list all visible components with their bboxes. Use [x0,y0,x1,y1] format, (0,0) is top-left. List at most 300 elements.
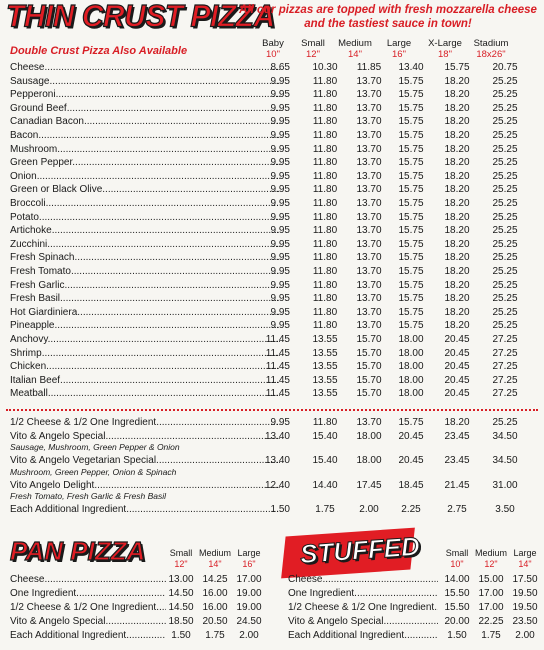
table-row [10,102,538,116]
item-price: 11.80 [312,130,338,141]
item-price: 25.25 [492,130,518,141]
item-name: Fresh Basil ..... [10,292,280,306]
table-row [10,306,538,320]
item-name: Cheese ..... [288,573,438,586]
item-price: 25.25 [492,225,518,237]
column-header-size: 18x26" [476,49,506,60]
item-price: 15.70 [356,347,382,359]
tagline-line-2: and the tastiest sauce in town! [304,18,472,30]
item-price: 13.55 [312,388,338,400]
item-price: 18.20 [444,225,470,237]
item-price: 18.20 [444,211,470,223]
item-price: 25.25 [492,170,518,182]
item-price: 18.20 [444,238,470,250]
item-price: 15.75 [444,62,470,73]
item-price: 14.00 [444,574,470,585]
item-price: 15.40 [312,430,338,442]
item-description: Sausage, Mushroom, Green Pepper & Onion [10,442,180,452]
table-row [10,156,538,170]
item-name: Vito & Angelo Special ..... [288,615,438,628]
item-price: 9.95 [270,266,290,277]
item-price: 18.20 [444,184,470,196]
item-price: 11.80 [312,157,338,169]
column-header [506,548,544,569]
item-price: 25.25 [492,89,518,101]
item-price: 9.95 [270,170,290,182]
table-row [10,319,538,333]
item-price: 8.65 [270,62,290,73]
item-price: 17.00 [478,588,504,599]
item-price: 9.95 [270,157,290,169]
item-price: 13.70 [356,130,382,141]
item-price: 13.70 [356,170,382,182]
table-row [10,129,538,143]
item-price: 11.85 [356,62,382,73]
column-header-name: Small [445,548,469,558]
table-row [10,292,538,306]
item-price: 24.50 [236,616,262,627]
item-name: 1/2 Cheese & 1/2 One Ingredient ..... [288,601,438,614]
table-row [10,265,538,279]
item-price: 17.45 [356,479,382,491]
item-price: 15.70 [356,334,382,345]
item-price: 1.75 [315,504,335,515]
item-price: 11.80 [312,238,338,250]
item-price: 9.95 [270,306,290,318]
item-price: 25.25 [492,116,518,128]
item-name: Vito Angelo Delight ..... [10,479,280,493]
item-description: Fresh Tomato, Fresh Garlic & Fresh Basil [10,491,167,501]
item-price: 2.25 [401,504,421,515]
item-price: 11.80 [312,417,338,428]
item-price: 18.20 [444,198,470,209]
column-header-name: Large [386,38,412,49]
item-price: 23.50 [512,616,538,627]
item-price: 20.45 [444,388,470,400]
item-price: 18.20 [444,130,470,141]
item-price: 18.20 [444,266,470,277]
item-price: 13.00 [168,574,194,585]
item-price: 25.25 [492,293,518,305]
item-price: 11.80 [312,279,338,291]
item-name: Vito & Angelo Special ..... [10,615,166,628]
item-price: 15.75 [398,252,424,264]
item-price: 18.20 [444,143,470,155]
item-price: 18.00 [398,388,424,400]
item-price: 27.25 [492,361,518,373]
item-price: 11.45 [265,361,290,373]
item-price: 13.70 [356,143,382,155]
item-name: Potato ..... [10,211,280,225]
item-price: 15.70 [356,361,382,373]
item-price: 23.45 [444,455,470,466]
column-header-name: Large [513,548,537,558]
table-row [10,61,538,75]
item-price: 13.70 [356,306,382,318]
item-price: 13.70 [356,184,382,196]
section-divider [6,409,538,411]
item-name: Chicken ..... [10,360,280,374]
item-price: 18.20 [444,293,470,305]
item-price: 9.95 [270,225,290,237]
item-price: 11.80 [312,143,338,155]
table-row [10,170,538,184]
item-price: 18.20 [444,89,470,101]
item-price: 18.50 [168,616,194,627]
item-name: Vito & Angelo Vegetarian Special ..... [10,454,280,468]
item-price: 13.55 [312,334,338,345]
item-price: 20.45 [398,430,424,442]
item-price: 25.25 [492,320,518,332]
item-price: 18.20 [444,417,470,428]
item-price: 13.70 [356,89,382,101]
double-crust-note: Double Crust Pizza Also Available [10,45,188,57]
table-row [10,211,538,225]
item-price: 18.20 [444,75,470,87]
item-price: 11.80 [312,266,338,277]
column-header-size: 18" [438,49,452,60]
item-name: Canadian Bacon ..... [10,115,280,129]
table-row [10,115,538,129]
thin-crust-title: THIN CRUST PIZZA [6,0,275,34]
item-description: Mushroom, Green Pepper, Onion & Spinach [10,466,177,477]
item-price: 15.75 [398,279,424,291]
item-name: Each Additional Ingredient ..... [10,503,280,517]
table-row [10,279,538,293]
item-price: 9.95 [270,75,290,87]
item-price: 2.00 [239,630,259,641]
item-name: Shrimp ..... [10,347,280,361]
item-price: 1.75 [481,630,501,641]
column-header-name: Medium [338,38,372,49]
table-row [10,503,538,517]
item-price: 15.75 [398,306,424,318]
item-price: 15.75 [398,75,424,87]
item-price: 1.50 [171,630,191,641]
item-price: 15.75 [398,170,424,182]
table-row [10,360,538,374]
column-header-size: 14" [518,558,532,569]
table-row [10,454,538,468]
item-price: 13.70 [356,417,382,428]
item-price: 18.20 [444,306,470,318]
item-price: 18.00 [356,430,382,442]
item-price: 15.70 [356,388,382,400]
item-name: Green or Black Olive ..... [10,183,280,197]
table-row [10,374,538,388]
item-name: Each Additional Ingredient ..... [288,629,438,642]
item-price: 20.75 [492,62,518,73]
column-header-name: Small [169,548,193,558]
item-price: 13.40 [264,455,290,466]
item-price: 13.55 [312,361,338,373]
item-name: Fresh Garlic ..... [10,279,280,293]
table-row [10,197,538,211]
item-price: 23.45 [444,430,470,442]
item-price: 11.80 [312,306,338,318]
column-header-size: 10" [450,558,464,569]
column-header-name: Medium [198,548,231,558]
item-price: 15.75 [398,184,424,196]
item-price: 31.00 [492,479,518,491]
column-header-size: 12" [484,558,498,569]
item-price: 13.70 [356,198,382,209]
item-price: 18.20 [444,170,470,182]
table-row [10,88,538,102]
item-price: 20.45 [444,361,470,373]
item-price: 25.25 [492,279,518,291]
item-price: 12.40 [264,479,290,491]
item-price: 13.70 [356,225,382,237]
item-price: 15.75 [398,238,424,250]
item-price: 9.95 [270,130,290,141]
item-price: 18.00 [398,334,424,345]
item-price: 19.50 [512,588,538,599]
table-row [10,430,538,444]
table-row [10,387,538,401]
item-name: Zucchini ..... [10,238,280,252]
item-price: 13.70 [356,252,382,264]
item-price: 15.75 [398,89,424,101]
column-header-size: 10" [266,49,280,60]
column-header [463,38,519,60]
table-row [288,601,544,614]
item-price: 34.50 [492,430,518,442]
item-price: 21.45 [444,479,470,491]
item-price: 11.80 [312,170,338,182]
item-price: 22.25 [478,616,504,627]
item-name: Fresh Spinach ..... [10,251,280,265]
item-price: 20.50 [202,616,228,627]
item-price: 18.00 [398,347,424,359]
item-name: Artichoke ..... [10,224,280,238]
column-header-size: 16" [392,49,406,60]
item-price: 11.80 [312,225,338,237]
item-price: 34.50 [492,455,518,466]
item-price: 15.75 [398,225,424,237]
item-price: 27.25 [492,334,518,345]
item-price: 20.45 [444,374,470,386]
table-row [10,587,268,600]
pan-pizza-title: PAN PIZZA [10,536,146,566]
column-header-name: Small [301,38,325,49]
item-price: 16.00 [202,602,228,613]
item-price: 13.70 [356,238,382,250]
item-price: 3.50 [495,504,515,515]
item-name: Italian Beef ..... [10,374,280,388]
item-name: Ground Beef ..... [10,102,280,116]
item-price: 27.25 [492,374,518,386]
column-header-size: 14" [348,49,362,60]
item-price: 25.25 [492,102,518,114]
table-row [10,333,538,347]
item-price: 11.45 [265,334,290,345]
item-price: 11.80 [312,89,338,101]
table-row [288,573,544,586]
item-price: 15.50 [444,588,470,599]
table-row [10,479,538,493]
item-price: 13.70 [356,211,382,223]
item-price: 25.25 [492,306,518,318]
item-name: Each Additional Ingredient ..... [10,629,166,642]
item-price: 25.25 [492,75,518,87]
item-price: 25.25 [492,198,518,209]
item-price: 11.80 [312,184,338,196]
item-name: Mushroom ..... [10,143,280,157]
item-name: Hot Giardiniera ..... [10,306,280,320]
item-price: 15.75 [398,266,424,277]
item-price: 19.50 [512,602,538,613]
item-price: 14.40 [312,479,338,491]
item-name: 1/2 Cheese & 1/2 One Ingredient ..... [10,416,280,430]
item-price: 11.80 [312,116,338,128]
item-name: Bacon ..... [10,129,280,143]
item-price: 18.00 [398,361,424,373]
item-price: 13.70 [356,157,382,169]
item-price: 15.75 [398,102,424,114]
item-price: 9.95 [270,102,290,114]
item-price: 25.25 [492,211,518,223]
item-price: 9.95 [270,238,290,250]
item-price: 19.00 [236,588,262,599]
item-price: 20.00 [444,616,470,627]
column-header-size: 12" [306,49,320,60]
item-price: 17.50 [512,574,538,585]
item-name: One Ingredient ..... [288,587,438,600]
item-price: 27.25 [492,347,518,359]
table-row [10,601,268,614]
item-price: 27.25 [492,388,518,400]
item-price: 13.70 [356,116,382,128]
table-row [10,251,538,265]
item-price: 13.55 [312,347,338,359]
column-header-size: 16" [242,558,256,569]
item-price: 25.25 [492,184,518,196]
item-price: 16.00 [202,588,228,599]
item-price: 9.95 [270,417,290,428]
item-price: 15.75 [398,417,424,428]
table-row [10,143,538,157]
item-price: 20.45 [444,334,470,345]
item-price: 18.20 [444,157,470,169]
column-header-size: 12" [174,558,188,569]
table-row [10,183,538,197]
item-price: 15.75 [398,293,424,305]
tagline [232,3,544,31]
column-header-name: Large [237,548,261,558]
table-row [288,587,544,600]
item-price: 13.70 [356,75,382,87]
item-price: 2.75 [447,504,467,515]
item-price: 14.50 [168,602,194,613]
item-price: 10.30 [312,62,338,73]
item-price: 13.70 [356,266,382,277]
item-price: 15.75 [398,116,424,128]
item-price: 14.50 [168,588,194,599]
item-price: 18.00 [398,374,424,386]
item-price: 11.80 [312,75,338,87]
table-row [10,238,538,252]
item-price: 11.45 [265,388,290,400]
item-name: Sausage ..... [10,75,280,89]
item-price: 15.75 [398,130,424,141]
item-price: 13.70 [356,279,382,291]
item-price: 11.80 [312,102,338,114]
item-price: 25.25 [492,417,518,428]
table-row [10,416,538,430]
item-price: 18.20 [444,279,470,291]
item-name: Green Pepper ..... [10,156,280,170]
table-row [288,629,544,642]
item-price: 18.00 [356,455,382,466]
item-price: 9.95 [270,211,290,223]
item-price: 13.70 [356,320,382,332]
item-price: 13.70 [356,293,382,305]
column-header-name: Baby [262,38,284,49]
item-price: 11.80 [312,320,338,332]
item-price: 25.25 [492,157,518,169]
column-header-name: X-Large [428,38,462,49]
item-price: 13.55 [312,374,338,386]
item-price: 9.95 [270,116,290,128]
stuffed-pizza-title: STUFFED [299,530,421,570]
item-name: Fresh Tomato ..... [10,265,280,279]
item-name: Cheese ..... [10,61,280,75]
item-price: 9.95 [270,89,290,101]
item-price: 11.80 [312,211,338,223]
table-row [10,224,538,238]
column-header-size: 14" [208,558,222,569]
item-price: 17.00 [236,574,262,585]
item-name: Anchovy ..... [10,333,280,347]
table-row [10,75,538,89]
column-header-name: Medium [474,548,507,558]
table-row [10,347,538,361]
item-price: 15.75 [398,143,424,155]
item-name: Cheese ..... [10,573,166,586]
item-price: 15.75 [398,198,424,209]
item-price: 11.80 [312,252,338,264]
item-price: 13.40 [264,430,290,442]
item-price: 15.00 [478,574,504,585]
item-price: 1.75 [205,630,225,641]
item-price: 25.25 [492,238,518,250]
item-price: 2.00 [359,504,379,515]
item-price: 1.50 [270,504,290,515]
item-price: 13.70 [356,102,382,114]
item-price: 9.95 [270,198,290,209]
item-price: 11.80 [312,198,338,209]
item-price: 15.50 [444,602,470,613]
item-price: 18.20 [444,320,470,332]
item-name: One Ingredient ..... [10,587,166,600]
item-name: Pepperoni ..... [10,88,280,102]
item-name: Broccoli ..... [10,197,280,211]
item-price: 9.95 [270,184,290,196]
item-price: 20.45 [444,347,470,359]
column-header [230,548,268,569]
item-price: 15.75 [398,211,424,223]
item-price: 11.45 [265,347,290,359]
item-price: 1.50 [447,630,467,641]
item-price: 19.00 [236,602,262,613]
column-header [196,548,234,569]
item-price: 9.95 [270,279,290,291]
table-row [10,573,268,586]
item-price: 9.95 [270,143,290,155]
item-price: 9.95 [270,252,290,264]
item-price: 11.45 [265,374,290,386]
